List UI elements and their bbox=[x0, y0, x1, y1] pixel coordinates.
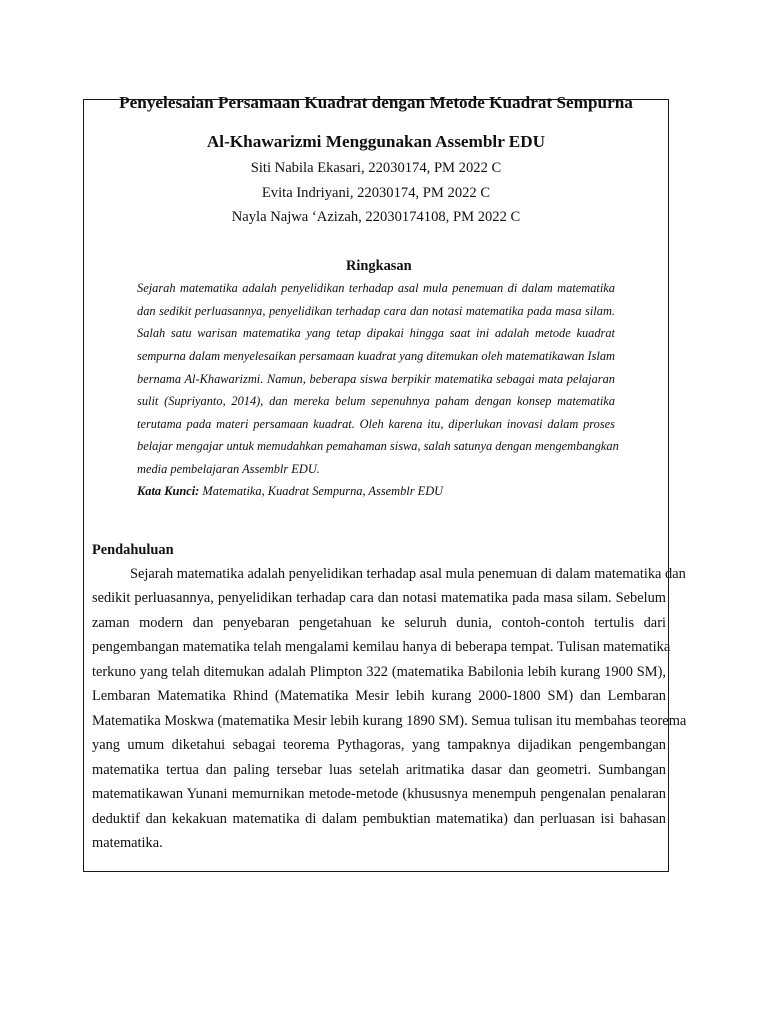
intro-line: pengembangan matematika telah mengalami kemilau hanya di beberapa tempat. Tulisan matematika bbox=[92, 639, 671, 655]
intro-heading: Pendahuluan bbox=[92, 542, 174, 558]
author-line: Evita Indriyani, 22030174, PM 2022 C bbox=[261, 185, 491, 201]
abstract-line: sulit (Supriyanto, 2014), dan mereka belum sepenuhnya paham dengan konsep matematika bbox=[137, 394, 615, 408]
abstract-line: media pembelajaran Assemblr EDU. bbox=[137, 462, 320, 476]
intro-line: sedikit perluasannya, penyelidikan terhadap cara dan notasi matematika pada masa silam. Sebelum bbox=[92, 590, 666, 606]
abstract-line: belajar mengajar untuk memudahkan pemahaman siswa, salah satunya dengan mengembangkan bbox=[137, 439, 619, 453]
intro-line: Matematika Moskwa (matematika Mesir lebih kurang 1890 SM). Semua tulisan itu membahas teorema bbox=[92, 713, 687, 729]
intro-line: yang umum diketahui sebagai teorema Pythagoras, yang tampaknya dijadikan pengembangan bbox=[92, 737, 666, 753]
author-line: Nayla Najwa ‘Azizah, 22030174108, PM 2022 C bbox=[231, 209, 521, 225]
abstract-line: Salah satu warisan matematika yang tetap dipakai hingga saat ini adalah metode kuadrat bbox=[137, 326, 615, 340]
abstract-line: dan sedikit perluasannya, penyelidikan terhadap cara dan notasi matematika pada masa silam. bbox=[137, 304, 615, 318]
paper-title-line-1: Penyelesaian Persamaan Kuadrat dengan Metode Kuadrat Sempurna bbox=[119, 93, 633, 112]
intro-line: Sejarah matematika adalah penyelidikan terhadap asal mula penemuan di dalam matematika dan bbox=[130, 566, 686, 582]
intro-line: matematikawan Yunani memurnikan metode-metode (khususnya menempuh pengenalan penalaran bbox=[92, 786, 666, 802]
intro-line: matematika tertua dan paling tersebar luas setelah aritmatika dasar dan geometri. Sumbangan bbox=[92, 762, 666, 778]
abstract-line: bernama Al-Khawarizmi. Namun, beberapa siswa berpikir matematika sebagai mata pelajaran bbox=[137, 372, 615, 386]
keywords-label: Kata Kunci: bbox=[137, 484, 200, 498]
abstract-line: sempurna dalam menyelesaikan persamaan kuadrat yang ditemukan oleh matematikawan Islam bbox=[137, 349, 615, 363]
intro-line: deduktif dan kekakuan matematika di dalam pembuktian matematika) dan perluasan isi bahasan bbox=[92, 811, 666, 827]
keywords-line bbox=[137, 483, 443, 499]
intro-line: matematika. bbox=[92, 835, 163, 851]
abstract-line: Sejarah matematika adalah penyelidikan terhadap asal mula penemuan di dalam matematika bbox=[137, 281, 615, 295]
keywords-value: Matematika, Kuadrat Sempurna, Assemblr EDU bbox=[202, 484, 444, 498]
intro-line: Lembaran Matematika Rhind (Matematika Mesir lebih kurang 2000-1800 SM) dan Lembaran bbox=[92, 688, 666, 704]
abstract-heading: Ringkasan bbox=[346, 258, 412, 274]
intro-line: zaman modern dan penyebaran pengetahuan ke seluruh dunia, contoh-contoh tertulis dari bbox=[92, 615, 666, 631]
abstract-line: terutama pada materi persamaan kuadrat. Oleh karena itu, diperlukan inovasi dalam proses bbox=[137, 417, 615, 431]
intro-line: terkuno yang telah ditemukan adalah Plimpton 322 (matematika Babilonia lebih kurang 1900 SM), bbox=[92, 664, 666, 680]
author-line: Siti Nabila Ekasari, 22030174, PM 2022 C bbox=[250, 160, 502, 176]
paper-title-line-2: Al-Khawarizmi Menggunakan Assemblr EDU bbox=[206, 132, 546, 151]
